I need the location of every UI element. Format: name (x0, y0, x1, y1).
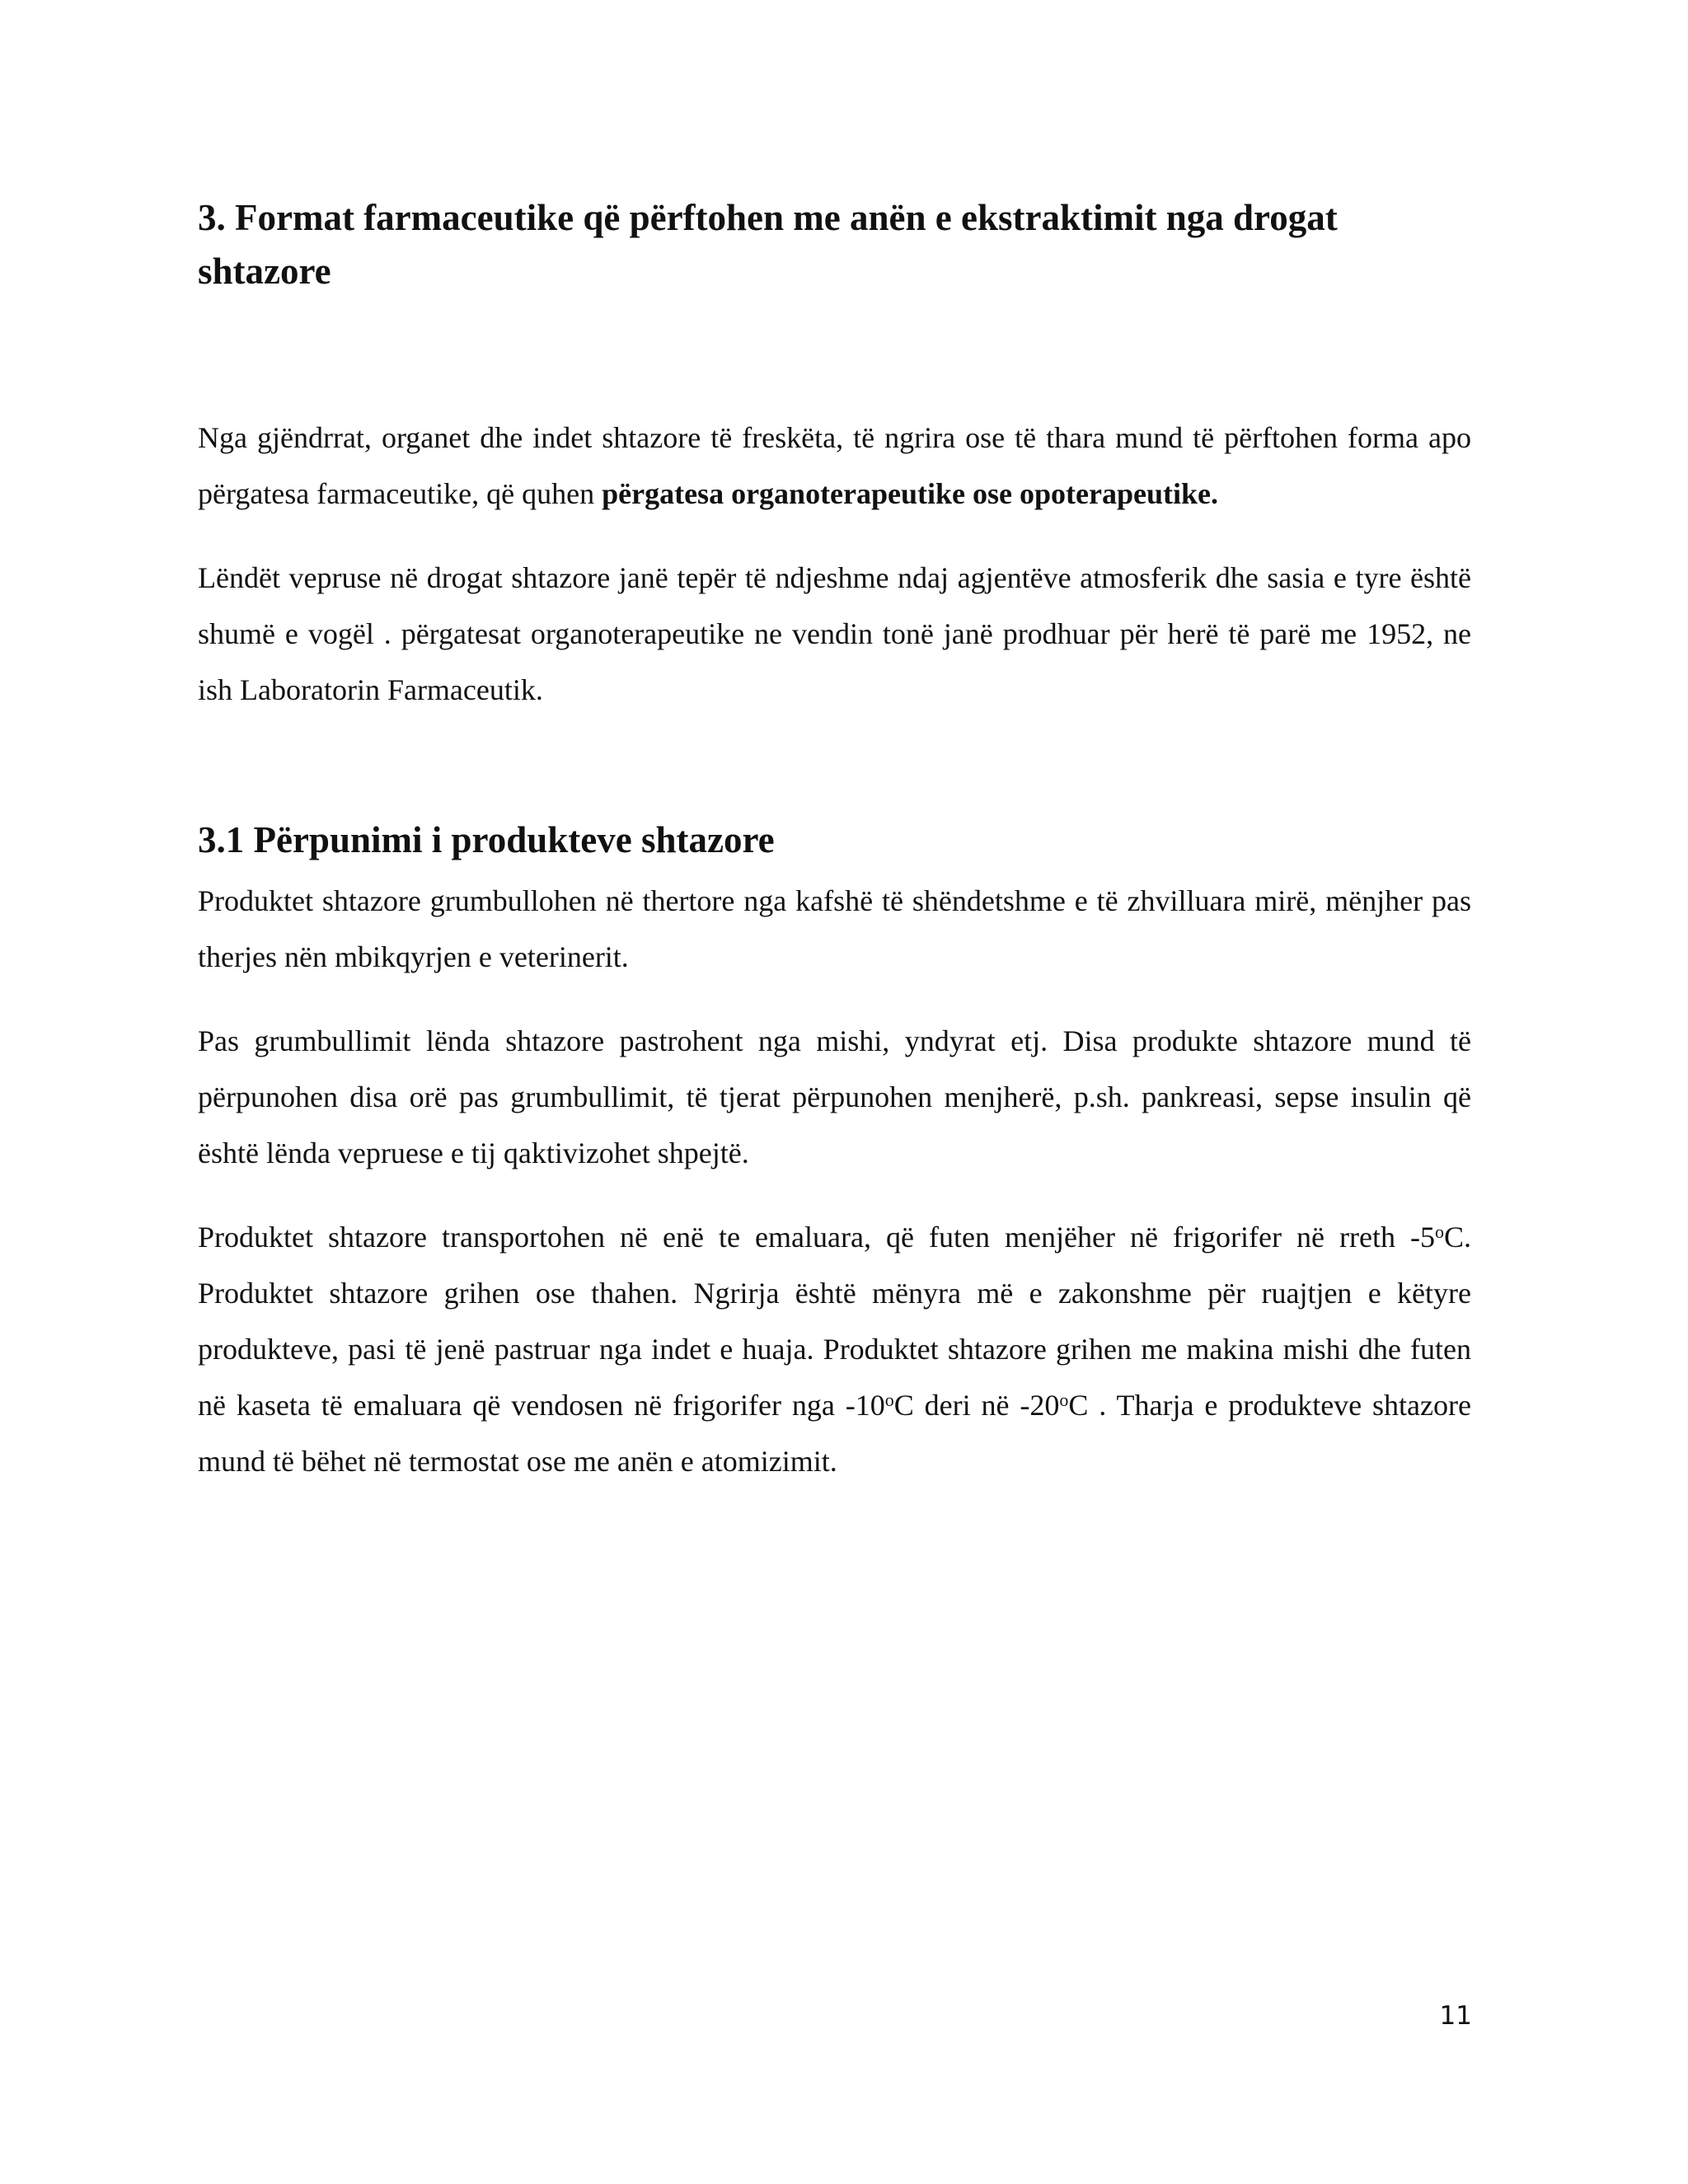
degree-superscript: o (1434, 1221, 1444, 1242)
page-number: 11 (1439, 2001, 1472, 2031)
section-paragraph-2: Lëndët vepruse në drogat shtazore janë tepër të ndjeshme ndaj agjentëve atmosferik dhe sasia e tyre është shumë e vogël . përgatesat organoterapeutike ne vendin tonë janë prodhuar për herë të parë me 1952, ne ish Laboratorin Farmaceutik. (198, 561, 1471, 706)
degree-superscript: o (884, 1390, 894, 1410)
subsection-paragraph-2: Pas grumbullimit lënda shtazore pastrohent nga mishi, yndyrat etj. Disa produkte shtazore mund të përpunohen disa orë pas grumbullimit, të tjerat përpunohen menjherë, p.sh. pankreasi, sepse insulin që është lënda vepruese e tij qaktivizohet shpejtë. (198, 1024, 1471, 1169)
subsection-paragraph-3 (198, 1209, 1471, 1489)
subsection-paragraph-3-part-4: C . Tharja e produkteve shtazore mund të bëhet në termostat ose me anën e atomizimit. (198, 1389, 1471, 1478)
subsection-paragraph-3-part-2: C. Produktet shtazore grihen ose thahen. Ngrirja është mënyra më e zakonshme për ruajtjen e këtyre produkteve, pasi të jenë pastruar nga indet e huaja. Produktet shtazore grihen me makina mishi dhe futen në kaseta të emaluara që vendosen në frigorifer nga -10 (198, 1221, 1471, 1422)
section-paragraph-1-bold-term: përgatesa organoterapeutike ose opoterapeutike. (602, 477, 1218, 510)
subsection-heading: 3.1 Përpunimi i produkteve shtazore (198, 819, 775, 860)
section-heading: 3. Format farmaceutike që përftohen me anën e ekstraktimit nga drogat shtazore (198, 197, 1338, 292)
subsection-paragraph-1: Produktet shtazore grumbullohen në thertore nga kafshë të shëndetshme e të zhvilluara mirë, mënjher pas therjes nën mbikqyrjen e veterinerit. (198, 884, 1471, 973)
subsection-paragraph-3-part-1: Produktet shtazore transportohen në enë te emaluara, që futen menjëher në frigorifer në rreth -5 (198, 1221, 1435, 1254)
page-content (198, 191, 1471, 1489)
degree-superscript: o (1059, 1390, 1069, 1410)
subsection-paragraph-3-part-3: C deri në -20 (893, 1389, 1060, 1422)
section-paragraph-1-text: Nga gjëndrrat, organet dhe indet shtazore të freskëta, të ngrira ose të thara mund të përftohen forma apo përgatesa farmaceutike, që quhen (198, 421, 1471, 510)
section-paragraph-1 (198, 410, 1471, 522)
